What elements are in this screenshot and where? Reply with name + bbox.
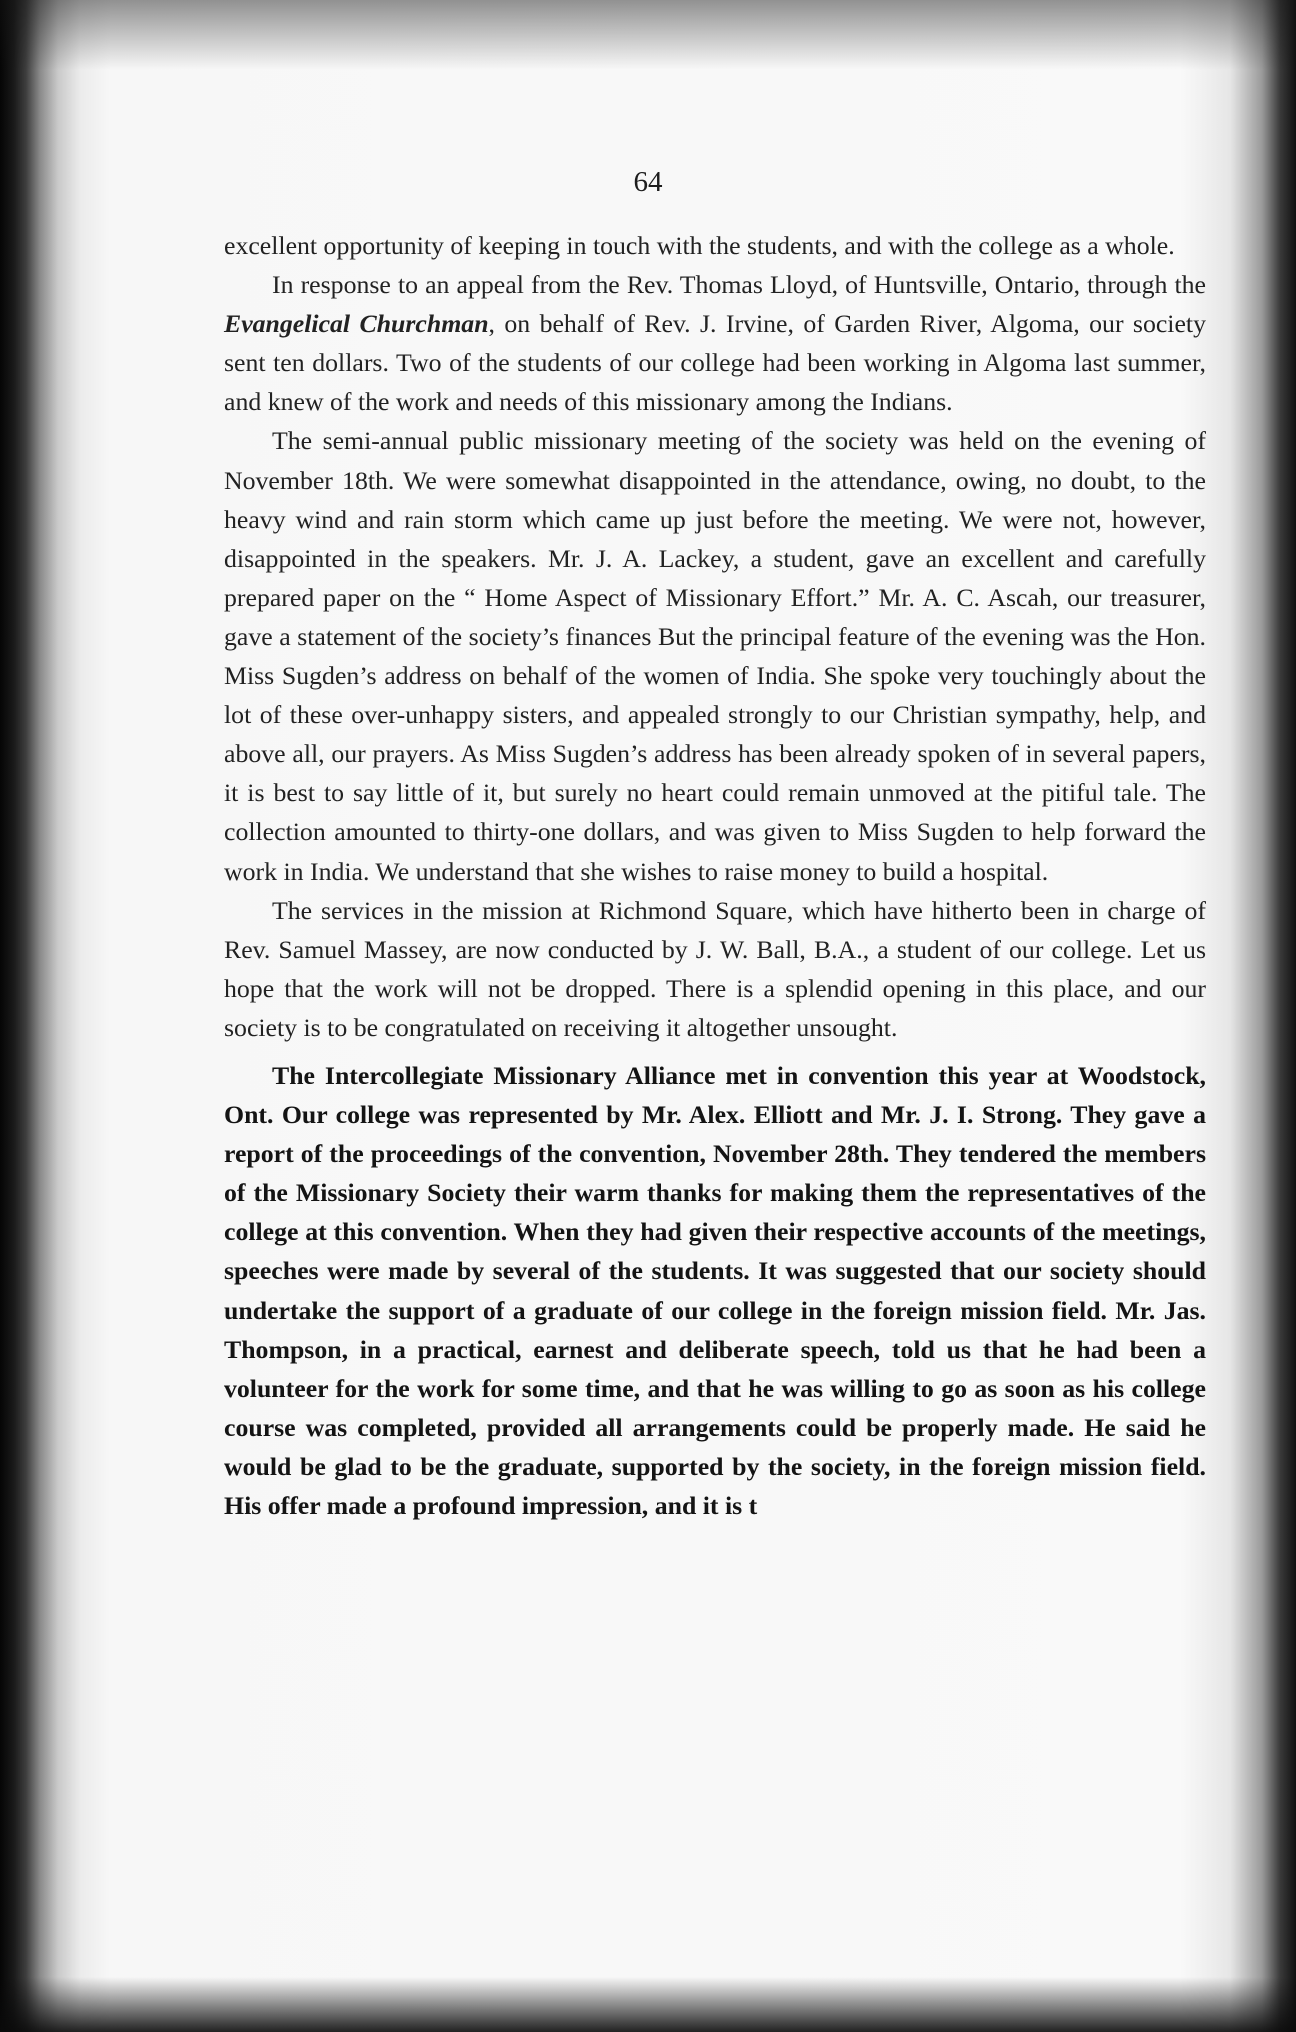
paragraph-1: excellent opportunity of keeping in touch with the students, and with the college as a whole. [224, 231, 1175, 260]
page-number: 64 [633, 166, 663, 198]
paragraph-3: The semi-annual public missionary meeting of the society was held on the evening of November 18th. We were somewhat disappointed in the attendance, owing, no doubt, to the heavy wind and rain storm which came up just before the meeting. We were not, however, disappointed in the speakers. Mr. J. A. Lackey, a student, gave an excellent and carefully prepared paper on the “ Home Aspect of Missionary Effort.” Mr. A. C. Ascah, our treasurer, gave a statement of the society’s finances But the principal feature of the evening was the Hon. Miss Sugden’s address on behalf of the women of India. She spoke very touchingly about the lot of these over-unhappy sisters, and appealed strongly to our Christian sympathy, help, and above all, our prayers. As Miss Sugden’s address has been already spoken of in several papers, it is best to say little of it, but surely no heart could remain unmoved at the pitiful tale. The collection amounted to thirty-one dollars, and was given to Miss Sugden to help forward the work in India. We understand that she wishes to raise money to build a hospital. [224, 426, 1206, 886]
paragraph-2-start: In response to an appeal from the Rev. Thomas Lloyd, of Huntsville, Ontario, through the [272, 270, 1206, 300]
paragraph-2-end: , on behalf of Rev. J. Irvine, of Garden River, Algoma, our society sent ten dollars. Two of the students of our college had been working in Algoma last summer, and knew of the work and needs of this missionary among the Indians. [224, 309, 1206, 417]
paragraph-4: The services in the mission at Richmond Square, which have hitherto been in charge of Rev. Samuel Massey, are now conducted by J. W. Ball, B.A., a student of our college. Let us hope that the work will not be dropped. There is a splendid opening in this place, and our society is to be congratulated on receiving it altogether unsought. [224, 895, 1206, 1042]
paragraph-2 [224, 265, 1206, 421]
page-text [224, 226, 1206, 1525]
paragraph-5: The Intercollegiate Missionary Alliance met in convention this year at Woodstock, Ont. Our college was represented by Mr. Alex. Elliott and Mr. J. I. Strong. They gave a report of the proceedings of the convention, November 28th. They tendered the members of the Missionary Society their warm thanks for making them the representatives of the college at this convention. When they had given their respective accounts of the meetings, speeches were made by several of the students. It was suggested that our society should undertake the support of a graduate of our college in the foreign mission field. Mr. Jas. Thompson, in a practical, earnest and deliberate speech, told us that he had been a volunteer for the work for some time, and that he was willing to go as soon as his college course was completed, provided all arrangements could be properly made. He said he would be glad to be the graduate, supported by the society, in the foreign mission field. His offer made a profound impression, and it is t [224, 1060, 1206, 1520]
scan-shadow-bottom [0, 1977, 1296, 2032]
scan-shadow-top [0, 0, 1296, 70]
publication-title: Evangelical Churchman [224, 309, 489, 339]
